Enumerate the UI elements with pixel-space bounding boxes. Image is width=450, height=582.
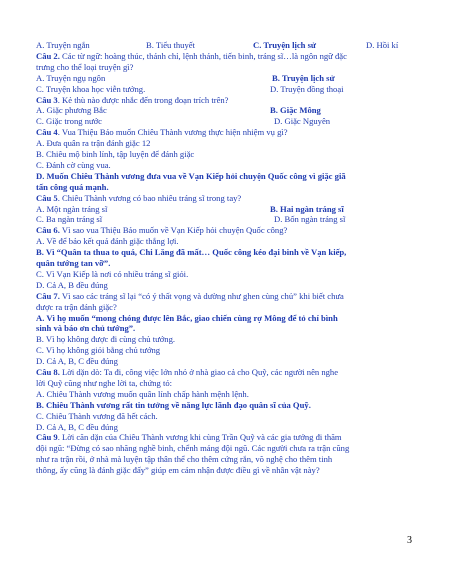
text-span: B. Chiêu mộ binh lính, tập luyện để đánh giặc xyxy=(36,149,195,159)
text-line xyxy=(36,269,188,279)
text-line xyxy=(36,127,288,137)
text-line xyxy=(36,454,332,464)
bold-text: Câu 5 xyxy=(36,192,58,203)
text-span: A. Đưa quân ra trận đánh giặc 12 xyxy=(36,138,151,149)
bold-text: B. Vì “Quân ta thua to quá, Chi Lăng đã mất… Quốc công kéo đại binh về Vạn kiếp, xyxy=(36,247,347,258)
text-span: B. Tiểu thuyết xyxy=(146,40,195,50)
text-line xyxy=(36,160,111,170)
text-span: trưng cho thể loại truyện gì? xyxy=(36,61,134,72)
text-span: . Chiêu Thành vương có bao nhiêu tráng sĩ trong tay? xyxy=(57,192,242,203)
text-span: Các từ ngữ: hoàng thúc, thánh chỉ, lệnh thánh, tiến binh, tráng sĩ…là ngôn ngữ đặc xyxy=(59,50,347,61)
text-span: B. Vì họ không được đi cùng chủ tướng. xyxy=(36,334,176,345)
text-span: được ra trận đánh giặc? xyxy=(36,301,117,312)
bold-text: Câu 2. xyxy=(36,50,60,61)
bold-text: sinh và báo ơn chủ tướng”. xyxy=(36,323,136,334)
text-line xyxy=(36,443,349,453)
text-line xyxy=(36,422,118,432)
text-span: C. Vì Vạn Kiếp là nơi có nhiều tráng sĩ giỏi. xyxy=(36,268,189,279)
bold-text: Câu 7. xyxy=(36,290,60,301)
text-line xyxy=(36,400,311,410)
text-line xyxy=(36,236,179,246)
text-span: Lời dặn dò: Ta đi, công việc lớn nhỏ ở nhà giao cả cho Quỹ, các người nên nghe xyxy=(59,367,339,377)
text-line xyxy=(36,367,338,377)
text-span: A. Về để bảo kết quả đánh giặc thắng lợi. xyxy=(36,236,179,247)
text-span: A. Truyện ngụ ngôn xyxy=(36,72,106,83)
bold-text: D. Muốn Chiêu Thành vương đưa vua về Vạn Kiếp hỏi chuyện Quốc công vì giặc giã xyxy=(36,170,346,181)
text-span: C. Vì họ không giỏi bằng chủ tướng xyxy=(36,345,161,356)
text-line xyxy=(36,389,249,399)
text-line xyxy=(36,149,194,159)
text-span: D. Giặc Nguyên xyxy=(274,116,331,127)
text-span: C. Ba ngàn tráng sĩ xyxy=(36,214,103,225)
bold-text: Câu 6. xyxy=(36,225,60,236)
bold-text: B. Chiêu Thành vương rất tin tưởng về năng lực lãnh đạo quân sĩ của Quỹ. xyxy=(36,399,311,410)
text-line xyxy=(36,95,229,105)
text-span: D. Bốn ngàn tráng sĩ xyxy=(274,214,346,225)
text-span: D. Hồi kí xyxy=(366,40,399,50)
bold-text: C. Truyện lịch sử xyxy=(253,40,317,50)
text-span: A. Một ngàn tráng sĩ xyxy=(36,203,108,214)
text-span: A. Giặc phương Bắc xyxy=(36,105,107,116)
text-line xyxy=(36,51,347,61)
text-span: C. Giặc trong nước xyxy=(36,116,103,127)
text-line xyxy=(36,378,172,388)
text-span: lời Quỹ cũng như nghe lời ta, chứng tỏ: xyxy=(36,377,173,388)
bold-text: A. Vì họ muốn “mong chóng được lên Bắc, giao chiến cùng rợ Mông để tỏ chí bình xyxy=(36,312,338,323)
page-number: 3 xyxy=(407,535,412,546)
text-span: . Kẻ thù nào được nhắc đến trong đoạn trích trên? xyxy=(57,94,229,105)
text-line xyxy=(36,138,150,148)
text-span: C. Chiêu Thành vương đã hết cách. xyxy=(36,410,158,421)
text-line xyxy=(36,280,108,290)
bold-text: B. Giặc Mông xyxy=(270,105,321,116)
text-line xyxy=(36,193,241,203)
text-span: A. Truyện ngắn xyxy=(36,40,90,50)
bold-text: B. Truyện lịch sử xyxy=(272,72,335,83)
bold-text: quân tướng tan vỡ”. xyxy=(36,258,111,268)
text-span: D. Cả A, B, C đều đúng xyxy=(36,356,118,367)
text-line xyxy=(36,411,158,421)
text-span: Vì sao vua Thiệu Bảo muốn về Vạn Kiếp hỏi chuyện Quốc công? xyxy=(59,225,288,236)
text-span: D. Truyện đồng thoại xyxy=(270,83,344,94)
text-line xyxy=(36,334,175,344)
bold-text: Câu 8. xyxy=(36,367,60,377)
text-span: A. Chiêu Thành vương muốn quân lính chấp hành mệnh lệnh. xyxy=(36,388,249,399)
text-line xyxy=(36,247,346,257)
text-span: C. Truyện khoa học viễn tưởng. xyxy=(36,83,146,94)
text-line xyxy=(36,465,320,475)
text-line xyxy=(36,313,338,323)
bold-text: Câu 9 xyxy=(36,432,58,443)
text-line xyxy=(36,356,118,366)
bold-text: Câu 3 xyxy=(36,94,58,105)
text-line xyxy=(36,432,342,442)
text-span: đội ngũ: “Đừng có sao nhãng nghề binh, chểnh mảng đội ngũ. Các người chưa ra trận cũng xyxy=(36,443,350,454)
text-line xyxy=(36,182,109,192)
text-line xyxy=(36,62,134,72)
text-line xyxy=(36,323,135,333)
text-span: . Lời căn dặn của Chiêu Thành vương khi cùng Trần Quỹ và các gia tướng đi thăm xyxy=(57,432,342,443)
text-span: Vì sao các tráng sĩ lại “có ý thất vọng và dường như ghen cùng chủ” khi biết chưa xyxy=(59,290,344,301)
text-span: . Vua Thiệu Bảo muốn Chiêu Thành vương thực hiện nhiệm vụ gì? xyxy=(57,127,288,138)
text-span: thông, ấy cũng là đánh giặc đấy” giúp em cảm nhận được điều gì về nhân vật này? xyxy=(36,465,320,476)
text-line xyxy=(36,302,117,312)
text-span: D. Cả A, B đều đúng xyxy=(36,279,108,290)
text-line xyxy=(36,225,287,235)
text-line xyxy=(36,171,346,181)
text-line xyxy=(36,258,110,268)
text-span: D. Cả A, B, C đều đúng xyxy=(36,421,118,432)
text-span: C. Đánh cờ cùng vua. xyxy=(36,159,111,170)
text-line xyxy=(36,345,160,355)
text-line xyxy=(36,291,344,301)
bold-text: tấn công quá mạnh. xyxy=(36,181,109,192)
bold-text: Câu 4 xyxy=(36,127,58,138)
bold-text: B. Hai ngàn tráng sĩ xyxy=(270,203,344,214)
text-span: như ra trận rồi, ở nhà mà luyện tập thân thể cho thêm cứng rắn, võ nghệ cho thêm tinh xyxy=(36,454,333,465)
